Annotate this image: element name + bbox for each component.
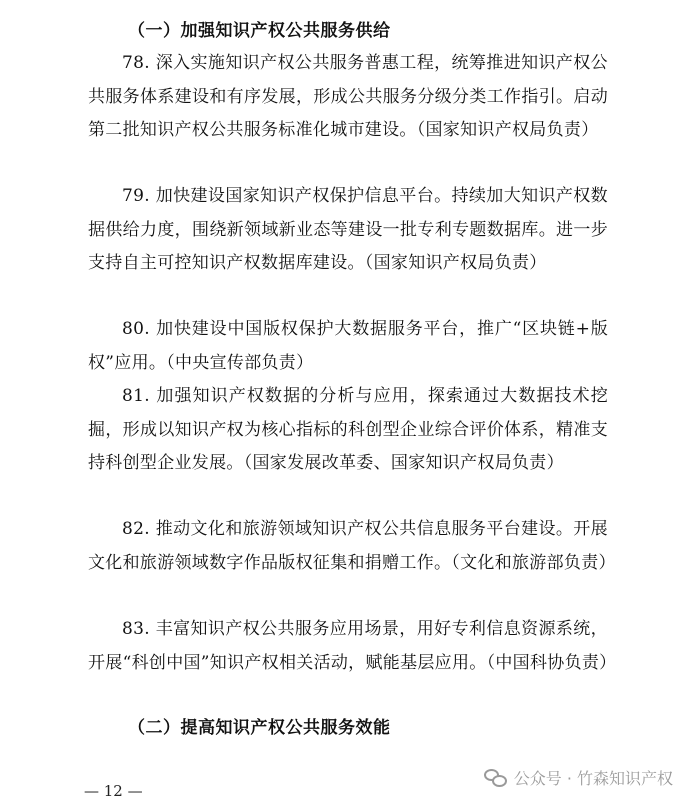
page-number: — 12 — <box>84 782 143 800</box>
wechat-icon <box>484 768 508 788</box>
watermark <box>484 766 673 789</box>
item-82: 82. 推动文化和旅游领域知识产权公共信息服务平台建设。开展文化和旅游领域数字作品版权征集和捐赠工作。（文化和旅游部负责） <box>88 519 616 573</box>
item-79: 79. 加快建设国家知识产权保护信息平台。持续加大知识产权数据供给力度，围绕新领域新业态等建设一批专利专题数据库。进一步支持自主可控知识产权数据库建设。（国家知识产权局负责） <box>88 186 608 273</box>
item-81: 81. 加强知识产权数据的分析与应用，探索通过大数据技术挖掘，形成以知识产权为核心指标的科创型企业综合评价体系，精准支持科创型企业发展。（国家发展改革委、国家知识产权局负责） <box>88 386 608 473</box>
item-78: 78. 深入实施知识产权公共服务普惠工程，统筹推进知识产权公共服务体系建设和有序发展，形成公共服务分级分类工作指引。启动第二批知识产权公共服务标准化城市建设。（国家知识产权局负责） <box>88 53 608 140</box>
item-83: 83. 丰富知识产权公共服务应用场景，用好专利信息资源系统，开展“科创中国”知识产权相关活动，赋能基层应用。（中国科协负责） <box>88 619 617 673</box>
section-heading-2: （二）提高知识产权公共服务效能 <box>128 718 391 738</box>
section-heading-1: （一）加强知识产权公共服务供给 <box>128 21 391 41</box>
item-80: 80. 加快建设中国版权保护大数据服务平台，推广“区块链+版权”应用。（中央宣传部负责） <box>88 319 608 373</box>
watermark-text: 公众号 · 竹森知识产权 <box>513 769 673 788</box>
